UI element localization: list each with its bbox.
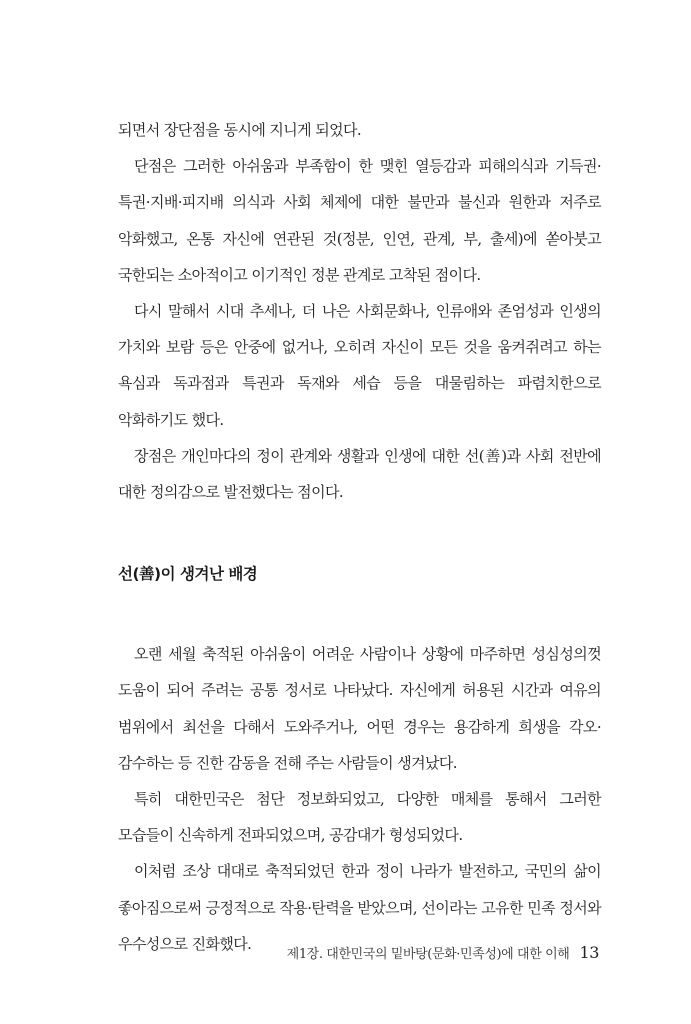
body-paragraph-origin: 오랜 세월 축적된 아쉬움이 어려운 사람이나 상황에 마주하면 성심성의껏 도움이 되어 주려는 공통 정서로 나타났다. 자신에게 허용된 시간과 여유의 범위에서 최선을 다해서 도와주거나, 어떤 경우는 용감하게 희생을 각오·감수하는 등 진한 감동을 전해 주는 사람들이 생겨났다. xyxy=(118,645,601,772)
section-heading: 선(善)이 생겨난 배경 xyxy=(118,565,258,584)
running-footer-chapter: 제1장. 대한민국의 밑바탕(문화·민족성)에 대한 이해 xyxy=(286,947,570,962)
body-paragraph-disadvantages: 단점은 그러한 아쉬움과 부족함이 한 맺힌 열등감과 피해의식과 기득권·특권·지배·피지배 의식과 사회 체제에 대한 불만과 불신과 원한과 저주로 악화했고, 온통 자신에 연관된 것(정분, 인연, 관계, 부, 출세)에 쏟아붓고 국한되는 소아적이고 이기적인 정분 관계로 고착된 점이다. xyxy=(118,157,601,284)
page-footer xyxy=(287,943,599,962)
page-number: 13 xyxy=(579,943,599,962)
page-body xyxy=(118,112,601,962)
body-paragraph-evolution: 이처럼 조상 대대로 축적되었던 한과 정이 나라가 발전하고, 국민의 삶이 좋아짐으로써 긍정적으로 작용·탄력을 받았으며, 선이라는 고유한 민족 정서와 우수성으로 진화했다. xyxy=(118,862,601,953)
body-paragraph-korea: 특히 대한민국은 첨단 정보화되었고, 다양한 매체를 통해서 그러한 모습들이 신속하게 전파되었으며, 공감대가 형성되었다. xyxy=(118,790,601,845)
body-paragraph-continued: 되면서 장단점을 동시에 지니게 되었다. xyxy=(118,121,362,139)
body-paragraph-advantages: 장점은 개인마다의 정이 관계와 생활과 인생에 대한 선(善)과 사회 전반에 대한 정의감으로 발전했다는 점이다. xyxy=(118,446,601,502)
body-paragraph-restatement: 다시 말해서 시대 추세나, 더 나은 사회문화나, 인류애와 존엄성과 인생의 가치와 보람 등은 안중에 없거나, 오히려 자신이 모든 것을 움켜쥐려고 하는 욕심과 독과점과 특권과 독재와 세습 등을 대물림하는 파렴치한으로 악화하기도 했다. xyxy=(118,302,601,429)
section-heading-block xyxy=(118,510,601,636)
